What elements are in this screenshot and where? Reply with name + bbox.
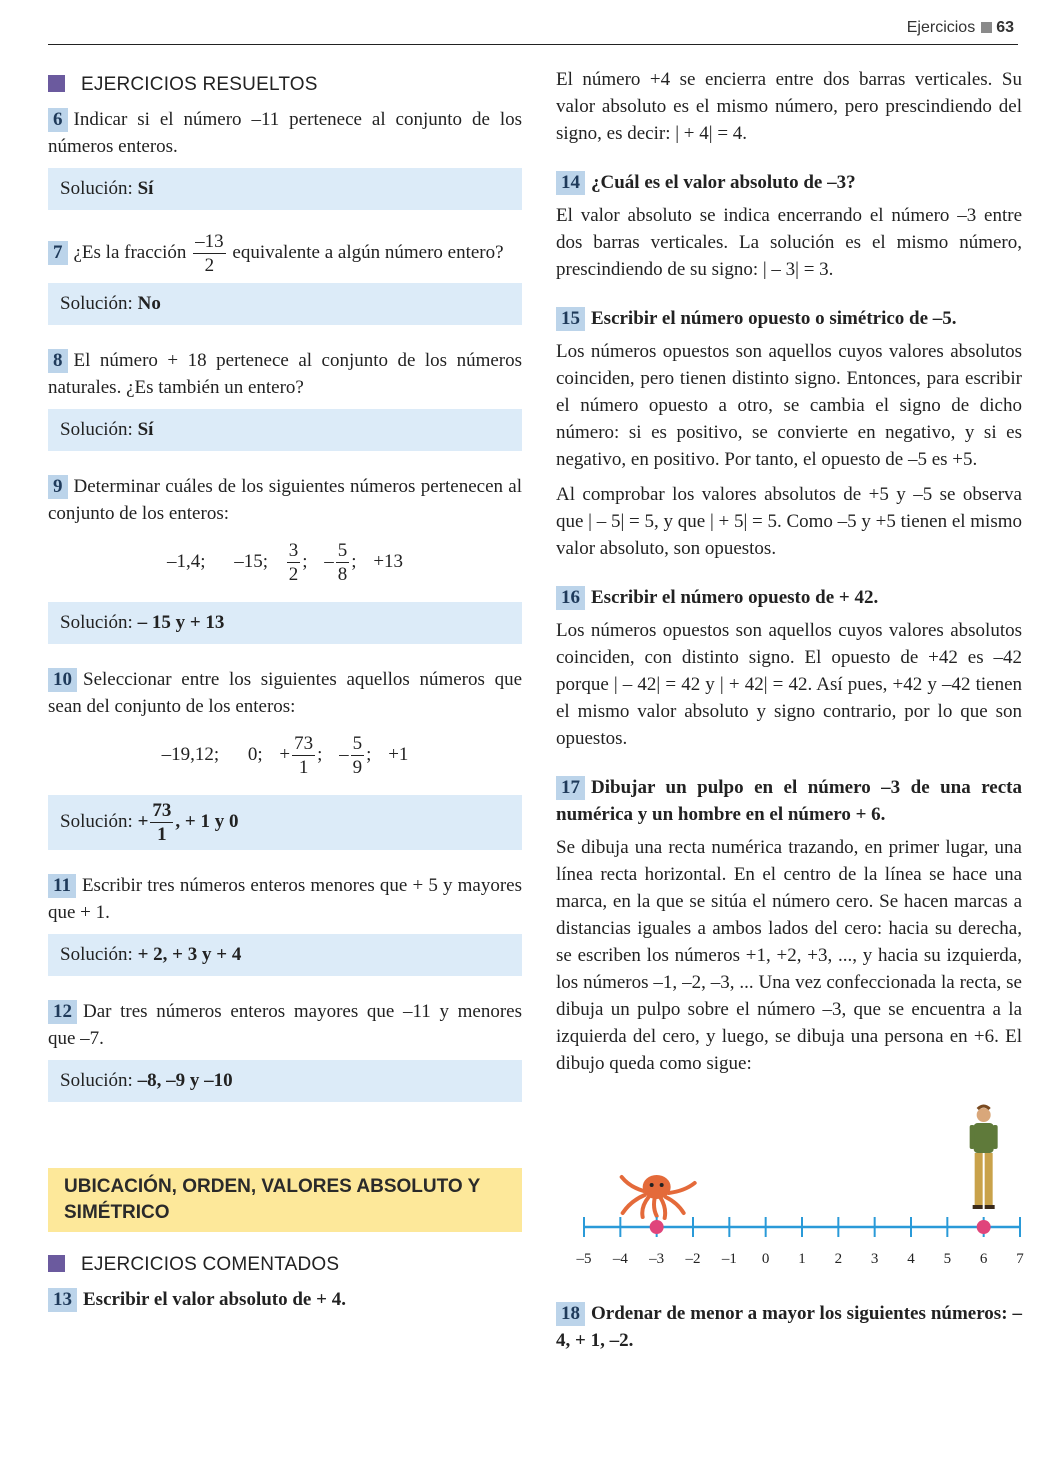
number-line-figure bbox=[556, 1087, 1022, 1292]
exercise-text: Escribir tres números enteros menores que + 5 y mayores que + 1. bbox=[48, 875, 522, 923]
right-column bbox=[556, 66, 1022, 1354]
exercise-number: 14 bbox=[556, 171, 585, 195]
tick-label: 5 bbox=[943, 1251, 952, 1267]
exercise-number: 10 bbox=[48, 668, 77, 692]
exercise-body: Los números opuestos son aquellos cuyos valores absolutos coinciden, pero tienen distinto signo. Entonces, para escribir el número opuesto a otro, se cambia el signo de dicho número: si es positivo, se convierte en negativo, y si es negativo, en positivo. Por tanto, el opuesto de –5 es +5. bbox=[556, 341, 1022, 470]
exercise-body: Se dibuja una recta numérica trazando, en primer lugar, una línea recta horizontal. En el centro de la línea se hace una marca, en la que se sitúa el número cero. Se hacen marcas a distancias iguales a ambos lados del cero: hacia su derecha, se escriben los números +1, +2, +3, ..., y hacia su izquierda, los números –1, –2, –3, ... Una vez confeccionada la recta, se dibuja un pulpo sobre el número –3, que se encuentra a la izquierda del cero, y luego, se dibuja una persona en +6. El dibujo queda como sigue: bbox=[556, 837, 1022, 1074]
fraction: $\frac{73}{1}$ bbox=[294, 733, 314, 778]
exercise-title: Escribir el valor absoluto de + 4. bbox=[83, 1289, 346, 1310]
heading-text: EJERCICIOS COMENTADOS bbox=[81, 1254, 340, 1275]
tick-label: –4 bbox=[612, 1251, 628, 1267]
tick-label: 4 bbox=[907, 1251, 915, 1267]
tick-label: –3 bbox=[649, 1251, 665, 1267]
number-line-svg bbox=[556, 1087, 1022, 1287]
number-list: –1,4; –15; $\frac{3}{2}$ ; – $\frac{5}{8}$ ; +13 bbox=[166, 540, 404, 585]
exercise-body: Los números opuestos son aquellos cuyos valores absolutos coinciden, con distinto signo. El opuesto de +42 es –42 porque | – 42| = 42 y | + 42| = 42. Así pues, +42 y –42 tienen el mismo valor absoluto y signo contrario, por lo que son opuestos. bbox=[556, 620, 1022, 749]
fraction: $\frac{5}{8}$ bbox=[337, 540, 348, 585]
header-text bbox=[907, 19, 1014, 37]
section-banner: UBICACIÓN, ORDEN, VALORES ABSOLUTO Y SIMÉTRICO bbox=[48, 1168, 522, 1232]
exercise-number: 12 bbox=[48, 1000, 77, 1024]
solution-value: – 15 y + 13 bbox=[137, 612, 225, 633]
exercise-body: El valor absoluto se indica encerrando el número –3 entre dos barras verticales. La solución es el mismo número, prescindiendo de su signo: | – 3| = 3. bbox=[556, 205, 1022, 280]
number-line-point bbox=[977, 1220, 991, 1234]
solution-box: Solución: + 2, + 3 y + 4 bbox=[48, 934, 522, 976]
left-column bbox=[48, 56, 522, 1313]
octopus-icon bbox=[622, 1175, 695, 1218]
square-bullet-icon bbox=[48, 75, 65, 92]
exercise-number: 17 bbox=[556, 776, 585, 800]
fraction: $\frac{-13}{2}$ bbox=[195, 231, 224, 276]
solution-box: Solución: Sí bbox=[48, 409, 522, 451]
page-header bbox=[48, 14, 1018, 45]
tick-label: 1 bbox=[798, 1251, 806, 1267]
number-line-labels bbox=[576, 1251, 1025, 1267]
solution-box: Solución: No bbox=[48, 283, 522, 325]
fraction: $\frac{5}{9}$ bbox=[352, 733, 363, 778]
solution-value: Sí bbox=[137, 419, 154, 440]
fraction: $\frac{73}{1}$ bbox=[152, 800, 172, 845]
exercise-8 bbox=[48, 347, 522, 451]
exercise-number: 8 bbox=[48, 349, 68, 373]
section-heading-resueltos bbox=[48, 74, 522, 96]
fraction: $\frac{3}{2}$ bbox=[288, 540, 299, 585]
tick-label: 2 bbox=[834, 1251, 843, 1267]
exercise-9 bbox=[48, 473, 522, 644]
exercise-6 bbox=[48, 106, 522, 210]
solution-value: No bbox=[137, 293, 161, 314]
section-title: Ejercicios bbox=[906, 19, 976, 36]
number-line-point bbox=[650, 1220, 664, 1234]
exercise-title: ¿Cuál es el valor absoluto de –3? bbox=[591, 172, 856, 193]
solution-box: Solución: –8, –9 y –10 bbox=[48, 1060, 522, 1102]
exercise-number: 9 bbox=[48, 475, 68, 499]
solution-value: –8, –9 y –10 bbox=[137, 1070, 233, 1091]
solution-value: Sí bbox=[137, 178, 154, 199]
exercise-text: Indicar si el número –11 pertenece al conjunto de los números enteros. bbox=[48, 109, 522, 157]
tick-label: –5 bbox=[576, 1251, 592, 1267]
exercise-16 bbox=[556, 584, 1022, 752]
exercise-12 bbox=[48, 998, 522, 1102]
tick-label: 0 bbox=[761, 1251, 770, 1267]
page-number: 63 bbox=[996, 19, 1014, 36]
exercise-11 bbox=[48, 872, 522, 976]
exercise-7: 7 ¿Es la fracción $\frac{-13}{2}$ equivalente a algún número entero? Solución: No bbox=[48, 232, 522, 325]
exercise-text: Seleccionar entre los siguientes aquellos números que sean del conjunto de los enteros: bbox=[48, 669, 522, 717]
exercise-13-answer: El número +4 se encierra entre dos barras verticales. Su valor absoluto es el mismo número, pero prescindiendo del signo, es decir: | + 4| = 4. bbox=[556, 69, 1022, 144]
exercise-title: Dibujar un pulpo en el número –3 de una recta numérica y un hombre en el número + 6. bbox=[556, 777, 1022, 825]
tick-label: 7 bbox=[1016, 1251, 1024, 1267]
exercise-15 bbox=[556, 305, 1022, 562]
exercise-title: Escribir el número opuesto de + 42. bbox=[591, 587, 879, 608]
exercise-text: Determinar cuáles de los siguientes números pertenecen al conjunto de los enteros: bbox=[48, 476, 522, 524]
solution-box: Solución: – 15 y + 13 bbox=[48, 602, 522, 644]
exercise-17 bbox=[556, 774, 1022, 1077]
tick-label: 6 bbox=[979, 1251, 988, 1267]
exercise-18 bbox=[556, 1300, 1022, 1354]
tick-label: 3 bbox=[870, 1251, 879, 1267]
exercise-title: Escribir el número opuesto o simétrico de –5. bbox=[591, 308, 957, 329]
exercise-number: 13 bbox=[48, 1288, 77, 1312]
man-icon bbox=[970, 1106, 998, 1209]
exercise-number: 11 bbox=[48, 874, 76, 898]
square-bullet-icon bbox=[48, 1255, 65, 1272]
square-bullet-icon bbox=[981, 22, 992, 33]
solution-value: + 2, + 3 y + 4 bbox=[137, 944, 242, 965]
tick-label: –1 bbox=[721, 1251, 737, 1267]
exercise-14 bbox=[556, 169, 1022, 283]
exercise-number: 18 bbox=[556, 1302, 585, 1326]
exercise-13 bbox=[48, 1286, 522, 1313]
exercise-number: 16 bbox=[556, 586, 585, 610]
number-list: –19,12; 0; + $\frac{73}{1}$ ; – $\frac{5}{9}$ ; +1 bbox=[161, 733, 409, 778]
section-heading-comentados bbox=[48, 1254, 522, 1276]
exercise-title: Ordenar de menor a mayor los siguientes números: –4, + 1, –2. bbox=[556, 1303, 1022, 1351]
exercise-number: 15 bbox=[556, 307, 585, 331]
exercise-text: El número + 18 pertenece al conjunto de los números naturales. ¿Es también un entero? bbox=[48, 350, 522, 398]
exercise-text: Dar tres números enteros mayores que –11 y menores que –7. bbox=[48, 1001, 522, 1049]
exercise-number: 7 bbox=[48, 241, 68, 265]
exercise-10 bbox=[48, 666, 522, 850]
heading-text: EJERCICIOS RESUELTOS bbox=[81, 74, 318, 95]
solution-box: Solución: Sí bbox=[48, 168, 522, 210]
exercise-body: Al comprobar los valores absolutos de +5 y –5 se observa que | – 5| = 5, y que | + 5| = 5. Como –5 y +5 tienen el mismo valor absoluto, son opuestos. bbox=[556, 484, 1023, 559]
tick-label: –2 bbox=[685, 1251, 701, 1267]
exercise-number: 6 bbox=[48, 108, 68, 132]
solution-box: Solución: + $\frac{73}{1}$ , + 1 y 0 bbox=[48, 795, 522, 850]
